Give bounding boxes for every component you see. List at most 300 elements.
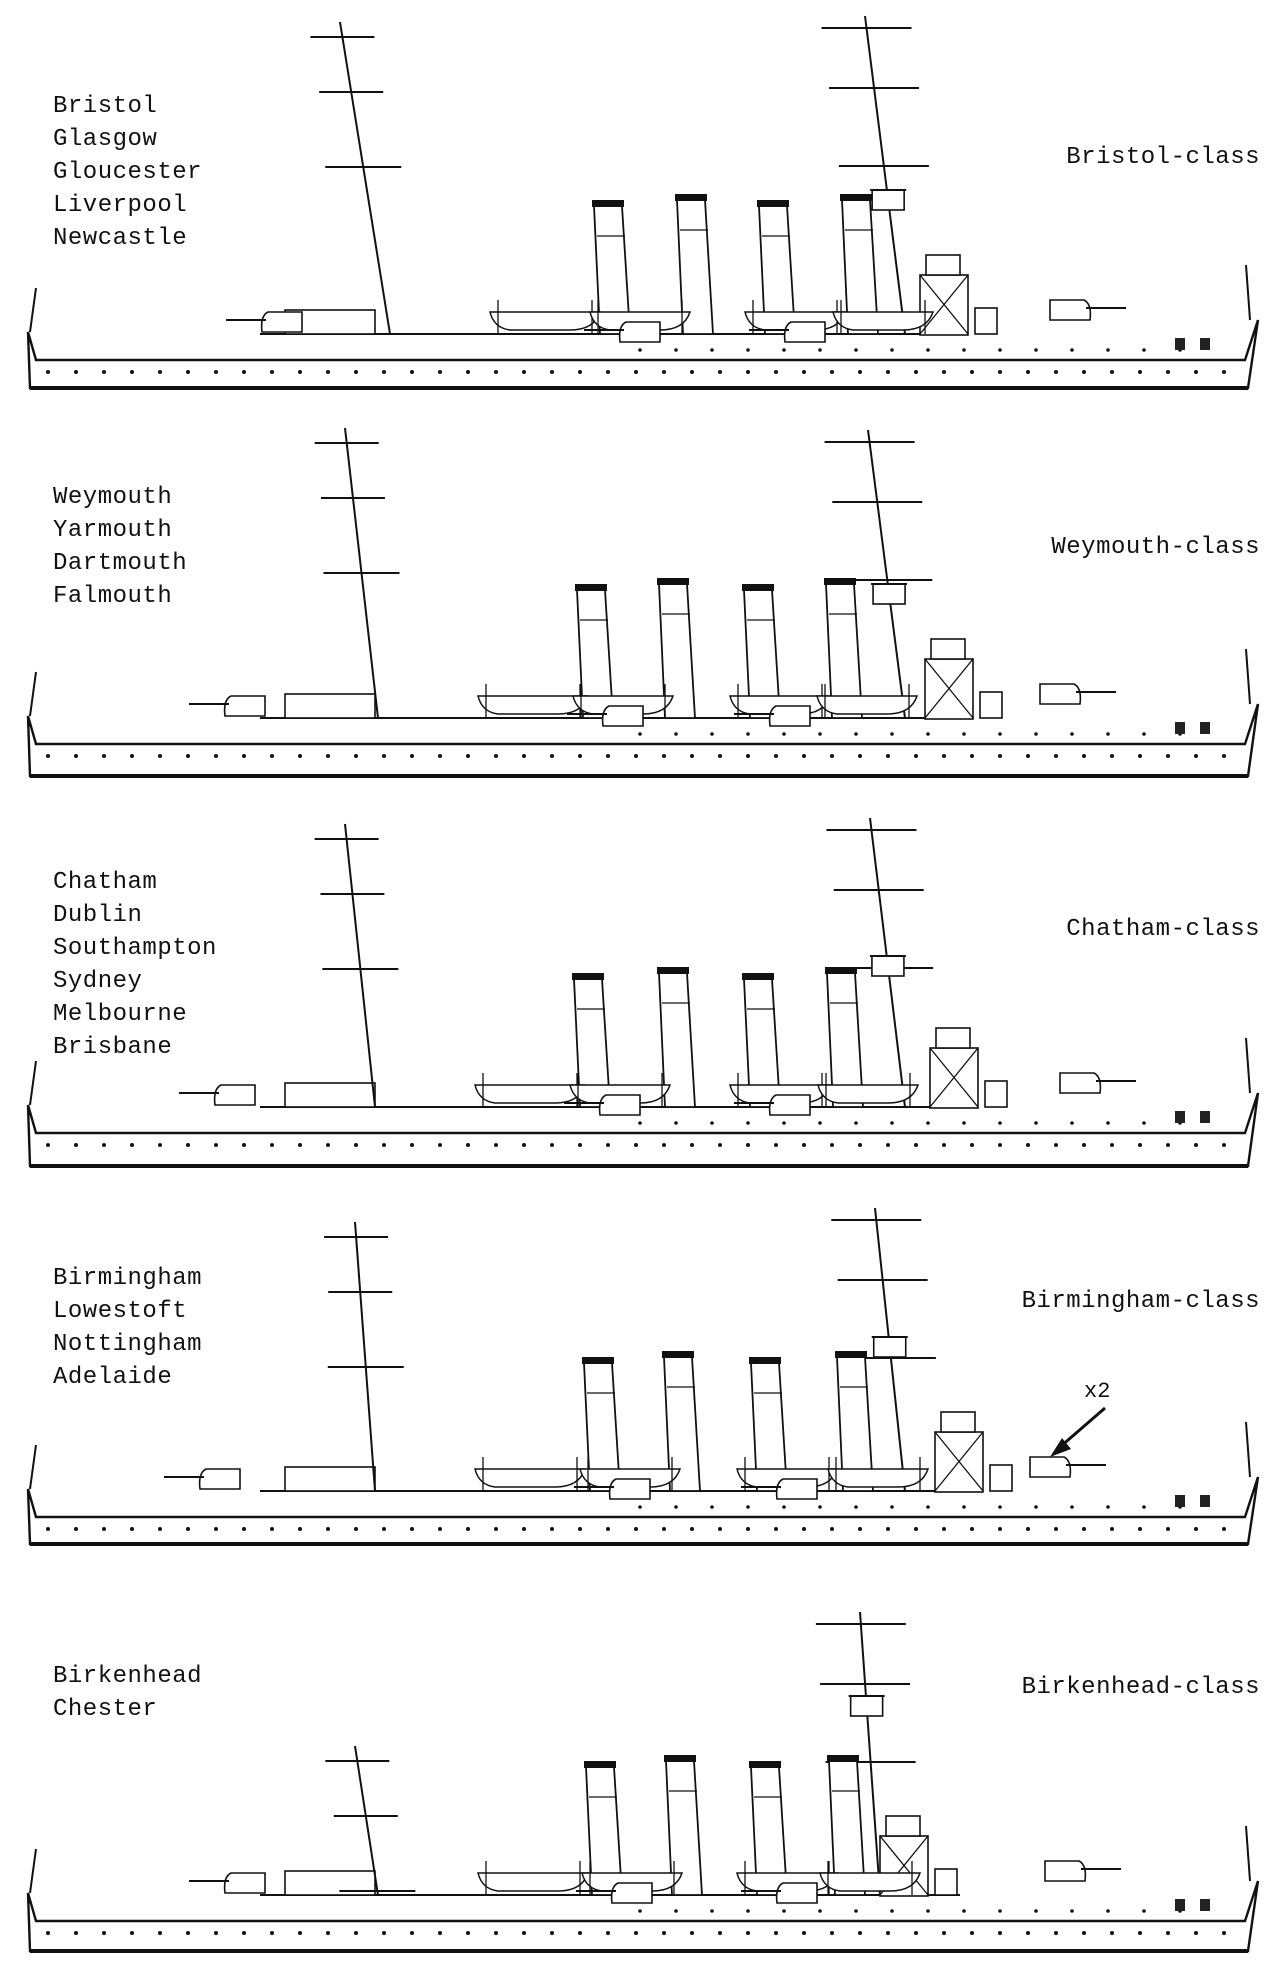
scuttle (998, 732, 1002, 736)
scuttle (1106, 348, 1110, 352)
porthole (718, 370, 722, 374)
porthole (550, 1143, 554, 1147)
class-label: Weymouth-class (1051, 534, 1260, 561)
ships-boat (478, 1873, 588, 1891)
porthole (550, 754, 554, 758)
porthole (242, 1143, 246, 1147)
funnel-cap (584, 1761, 616, 1768)
porthole (550, 1527, 554, 1531)
scuttle (782, 348, 786, 352)
porthole (578, 1527, 582, 1531)
porthole (1222, 1931, 1226, 1935)
ships-boat (828, 1469, 928, 1487)
searchlight-tower (990, 1465, 1012, 1491)
porthole (242, 1931, 246, 1935)
porthole (46, 1931, 50, 1935)
porthole (46, 1143, 50, 1147)
scuttle (674, 732, 678, 736)
porthole (158, 1143, 162, 1147)
porthole (970, 370, 974, 374)
porthole (1138, 1143, 1142, 1147)
porthole (634, 754, 638, 758)
porthole (382, 1931, 386, 1935)
searchlight-tower (935, 1869, 957, 1895)
porthole (270, 1931, 274, 1935)
funnel-cap (662, 1351, 694, 1358)
porthole (1054, 370, 1058, 374)
porthole (354, 370, 358, 374)
anchor (1200, 1495, 1210, 1507)
funnel-cap (675, 194, 707, 201)
porthole (354, 754, 358, 758)
scuttle (782, 1909, 786, 1913)
scuttle (818, 1909, 822, 1913)
ship-name: Chatham (53, 869, 158, 896)
searchlight-tower (980, 692, 1002, 718)
aft-gun-mount (200, 1469, 240, 1489)
porthole (970, 1527, 974, 1531)
porthole (1082, 370, 1086, 374)
scuttle (1070, 1909, 1074, 1913)
scuttle (1034, 732, 1038, 736)
anchor (1175, 1495, 1185, 1507)
ships-boat (820, 1873, 920, 1891)
porthole (186, 1527, 190, 1531)
anchor (1175, 338, 1185, 350)
funnel-cap (749, 1761, 781, 1768)
scuttle (1142, 732, 1146, 736)
porthole (354, 1931, 358, 1935)
porthole (970, 754, 974, 758)
porthole (74, 1931, 78, 1935)
porthole (830, 1931, 834, 1935)
porthole (998, 370, 1002, 374)
jack-staff (1246, 1826, 1250, 1881)
porthole (718, 1931, 722, 1935)
ensign-staff (30, 672, 36, 716)
anchor (1200, 1899, 1210, 1911)
porthole (410, 370, 414, 374)
porthole (606, 1143, 610, 1147)
funnel-cap (835, 1351, 867, 1358)
porthole (326, 1931, 330, 1935)
porthole (802, 1931, 806, 1935)
porthole (1082, 1143, 1086, 1147)
porthole (578, 370, 582, 374)
porthole (270, 754, 274, 758)
porthole (662, 1527, 666, 1531)
porthole (746, 754, 750, 758)
porthole (802, 1527, 806, 1531)
ensign-staff (30, 288, 36, 332)
porthole (298, 370, 302, 374)
porthole (1138, 1931, 1142, 1935)
porthole (1166, 754, 1170, 758)
ship-name: Nottingham (53, 1331, 203, 1358)
ship-name: Dartmouth (53, 550, 188, 577)
class-label: Bristol-class (1066, 144, 1260, 171)
class-label: Chatham-class (1066, 916, 1260, 943)
fire-control-top (873, 584, 905, 604)
scuttle (854, 1121, 858, 1125)
porthole (1194, 1931, 1198, 1935)
porthole (606, 754, 610, 758)
porthole (662, 754, 666, 758)
scuttle (1106, 1121, 1110, 1125)
ensign-staff (30, 1445, 36, 1489)
porthole (718, 1527, 722, 1531)
porthole (522, 1931, 526, 1935)
porthole (270, 370, 274, 374)
scuttle (710, 1121, 714, 1125)
porthole (914, 754, 918, 758)
ship-panel-chatham (0, 788, 1280, 1182)
porthole (858, 1143, 862, 1147)
funnel-cap (827, 1755, 859, 1762)
porthole (746, 370, 750, 374)
porthole (494, 1527, 498, 1531)
porthole (690, 370, 694, 374)
ships-boat (818, 1085, 918, 1103)
ships-boat (490, 312, 600, 330)
jack-staff (1246, 1038, 1250, 1093)
scuttle (926, 1121, 930, 1125)
scuttle (710, 348, 714, 352)
porthole (830, 754, 834, 758)
porthole (130, 1143, 134, 1147)
porthole (1110, 1143, 1114, 1147)
ship-name: Brisbane (53, 1034, 173, 1061)
scuttle (746, 732, 750, 736)
porthole (1138, 370, 1142, 374)
porthole (1138, 754, 1142, 758)
porthole (914, 1527, 918, 1531)
funnel-cap (825, 967, 857, 974)
funnel-cap (572, 973, 604, 980)
compass-platform (931, 639, 965, 659)
porthole (46, 754, 50, 758)
funnel-cap (840, 194, 872, 201)
aft-deckhouse (285, 1083, 375, 1107)
scuttle (710, 1909, 714, 1913)
porthole (1222, 1143, 1226, 1147)
porthole (438, 370, 442, 374)
scuttle (1034, 1121, 1038, 1125)
scuttle (962, 1505, 966, 1509)
porthole (382, 1527, 386, 1531)
porthole (634, 1143, 638, 1147)
porthole (802, 754, 806, 758)
scuttle (854, 1909, 858, 1913)
scuttle (746, 1121, 750, 1125)
scuttle (1070, 348, 1074, 352)
ship-name: Falmouth (53, 583, 173, 610)
scuttle (1106, 1909, 1110, 1913)
main-mast (355, 1222, 375, 1491)
porthole (214, 1143, 218, 1147)
porthole (578, 1143, 582, 1147)
porthole (606, 370, 610, 374)
anchor (1175, 722, 1185, 734)
porthole (46, 370, 50, 374)
porthole (858, 1527, 862, 1531)
porthole (214, 754, 218, 758)
porthole (326, 1143, 330, 1147)
porthole (130, 1931, 134, 1935)
porthole (130, 370, 134, 374)
porthole (354, 1143, 358, 1147)
porthole (1054, 1527, 1058, 1531)
ship-profile-drawing (0, 0, 1280, 394)
ships-boat (478, 696, 588, 714)
porthole (634, 1527, 638, 1531)
porthole (1026, 1143, 1030, 1147)
ship-panel-bristol (0, 0, 1280, 394)
porthole (914, 370, 918, 374)
scuttle (1142, 1505, 1146, 1509)
porthole (158, 1527, 162, 1531)
waist-gun-mount (620, 322, 660, 342)
waist-gun-mount (603, 706, 643, 726)
class-label: Birmingham-class (1021, 1288, 1260, 1315)
porthole (662, 1143, 666, 1147)
scuttle (1142, 1909, 1146, 1913)
ship-name: Liverpool (53, 192, 188, 219)
porthole (886, 1527, 890, 1531)
porthole (410, 1931, 414, 1935)
scuttle (998, 1909, 1002, 1913)
funnel-cap (575, 584, 607, 591)
porthole (690, 1527, 694, 1531)
scuttle (890, 1909, 894, 1913)
aft-gun-mount (225, 696, 265, 716)
porthole (466, 370, 470, 374)
scuttle (1142, 1121, 1146, 1125)
ship-silhouette (28, 1208, 1258, 1544)
scuttle (638, 348, 642, 352)
porthole (158, 370, 162, 374)
funnel-cap (582, 1357, 614, 1364)
main-mast (345, 824, 375, 1107)
porthole (102, 1143, 106, 1147)
porthole (186, 1931, 190, 1935)
porthole (774, 1143, 778, 1147)
ship-name: Gloucester (53, 159, 203, 186)
forward-gun-mount (1060, 1073, 1100, 1093)
porthole (466, 1527, 470, 1531)
porthole (1026, 370, 1030, 374)
porthole (830, 1527, 834, 1531)
scuttle (890, 732, 894, 736)
porthole (466, 1931, 470, 1935)
porthole (942, 370, 946, 374)
waist-gun-mount (612, 1883, 652, 1903)
porthole (1222, 370, 1226, 374)
porthole (298, 1143, 302, 1147)
porthole (158, 1931, 162, 1935)
scuttle (1106, 1505, 1110, 1509)
ship-name: Birkenhead (53, 1663, 203, 1690)
porthole (998, 754, 1002, 758)
ensign-staff (30, 1061, 36, 1105)
ships-boat (475, 1085, 585, 1103)
ship-name: Glasgow (53, 126, 158, 153)
porthole (662, 370, 666, 374)
porthole (718, 754, 722, 758)
aft-gun-mount (215, 1085, 255, 1105)
scuttle (782, 1121, 786, 1125)
porthole (1110, 754, 1114, 758)
porthole (494, 754, 498, 758)
ship-name: Lowestoft (53, 1298, 188, 1325)
porthole (438, 1527, 442, 1531)
porthole (606, 1527, 610, 1531)
searchlight-tower (985, 1081, 1007, 1107)
waist-gun-mount (600, 1095, 640, 1115)
porthole (1194, 1143, 1198, 1147)
porthole (550, 370, 554, 374)
porthole (690, 1143, 694, 1147)
main-mast (340, 22, 390, 334)
scuttle (1034, 348, 1038, 352)
anchor (1200, 338, 1210, 350)
porthole (1026, 754, 1030, 758)
scuttle (638, 1909, 642, 1913)
ships-boat (817, 696, 917, 714)
porthole (942, 754, 946, 758)
porthole (886, 1931, 890, 1935)
porthole (1026, 1527, 1030, 1531)
porthole (298, 1931, 302, 1935)
ship-name: Bristol (53, 93, 158, 120)
ship-panel-birkenhead (0, 1576, 1280, 1970)
scuttle (674, 1909, 678, 1913)
aft-gun-mount (262, 312, 302, 332)
porthole (102, 1527, 106, 1531)
ship-silhouette (28, 818, 1258, 1166)
porthole (466, 754, 470, 758)
porthole (1222, 1527, 1226, 1531)
porthole (858, 1931, 862, 1935)
porthole (774, 370, 778, 374)
jack-staff (1246, 1422, 1250, 1477)
scuttle (854, 732, 858, 736)
compass-platform (886, 1816, 920, 1836)
porthole (242, 370, 246, 374)
porthole (774, 754, 778, 758)
funnel-cap (742, 584, 774, 591)
porthole (774, 1527, 778, 1531)
porthole (466, 1143, 470, 1147)
porthole (494, 1931, 498, 1935)
scuttle (1070, 732, 1074, 736)
porthole (970, 1931, 974, 1935)
scuttle (818, 732, 822, 736)
ships-boat (475, 1469, 585, 1487)
scuttle (1070, 1121, 1074, 1125)
porthole (1138, 1527, 1142, 1531)
porthole (186, 1143, 190, 1147)
class-label: Birkenhead-class (1021, 1674, 1260, 1701)
porthole (438, 1931, 442, 1935)
scuttle (746, 348, 750, 352)
scuttle (890, 348, 894, 352)
porthole (1054, 754, 1058, 758)
porthole (606, 1931, 610, 1935)
jack-staff (1246, 649, 1250, 704)
porthole (690, 754, 694, 758)
scuttle (818, 1121, 822, 1125)
porthole (410, 1527, 414, 1531)
porthole (102, 1931, 106, 1935)
scuttle (890, 1505, 894, 1509)
porthole (130, 1527, 134, 1531)
porthole (1082, 1527, 1086, 1531)
scuttle (998, 1505, 1002, 1509)
ship-name: Adelaide (53, 1364, 173, 1391)
porthole (410, 754, 414, 758)
porthole (1222, 754, 1226, 758)
waist-gun-mount (610, 1479, 650, 1499)
scuttle (926, 1505, 930, 1509)
scuttle (818, 348, 822, 352)
hull (28, 1093, 1258, 1166)
ship-name: Yarmouth (53, 517, 173, 544)
ship-silhouette (28, 16, 1258, 388)
porthole (214, 1931, 218, 1935)
scuttle (674, 1505, 678, 1509)
porthole (522, 754, 526, 758)
porthole (382, 370, 386, 374)
scuttle (926, 1909, 930, 1913)
porthole (1194, 1527, 1198, 1531)
porthole (830, 1143, 834, 1147)
ship-name: Birmingham (53, 1265, 203, 1292)
aft-deckhouse (285, 694, 375, 718)
scuttle (674, 348, 678, 352)
scuttle (818, 1505, 822, 1509)
porthole (998, 1527, 1002, 1531)
scuttle (746, 1505, 750, 1509)
forward-gun-mount (1050, 300, 1090, 320)
porthole (886, 370, 890, 374)
waist-gun-mount (785, 322, 825, 342)
porthole (1110, 370, 1114, 374)
forward-gun-mount (1040, 684, 1080, 704)
porthole (690, 1931, 694, 1935)
scuttle (962, 1121, 966, 1125)
scuttle (782, 1505, 786, 1509)
porthole (74, 754, 78, 758)
ship-profile-drawing (0, 788, 1280, 1182)
ship-name: Chester (53, 1696, 158, 1723)
forward-gun-mount (1045, 1861, 1085, 1881)
porthole (74, 1143, 78, 1147)
scuttle (1142, 348, 1146, 352)
porthole (802, 1143, 806, 1147)
porthole (326, 1527, 330, 1531)
ship-name: Melbourne (53, 1001, 188, 1028)
scuttle (854, 1505, 858, 1509)
porthole (858, 754, 862, 758)
fire-control-top (872, 190, 904, 210)
porthole (886, 1143, 890, 1147)
waist-gun-mount (777, 1883, 817, 1903)
anchor (1200, 1111, 1210, 1123)
fire-control-top (874, 1337, 906, 1357)
anchor (1175, 1899, 1185, 1911)
porthole (494, 1143, 498, 1147)
